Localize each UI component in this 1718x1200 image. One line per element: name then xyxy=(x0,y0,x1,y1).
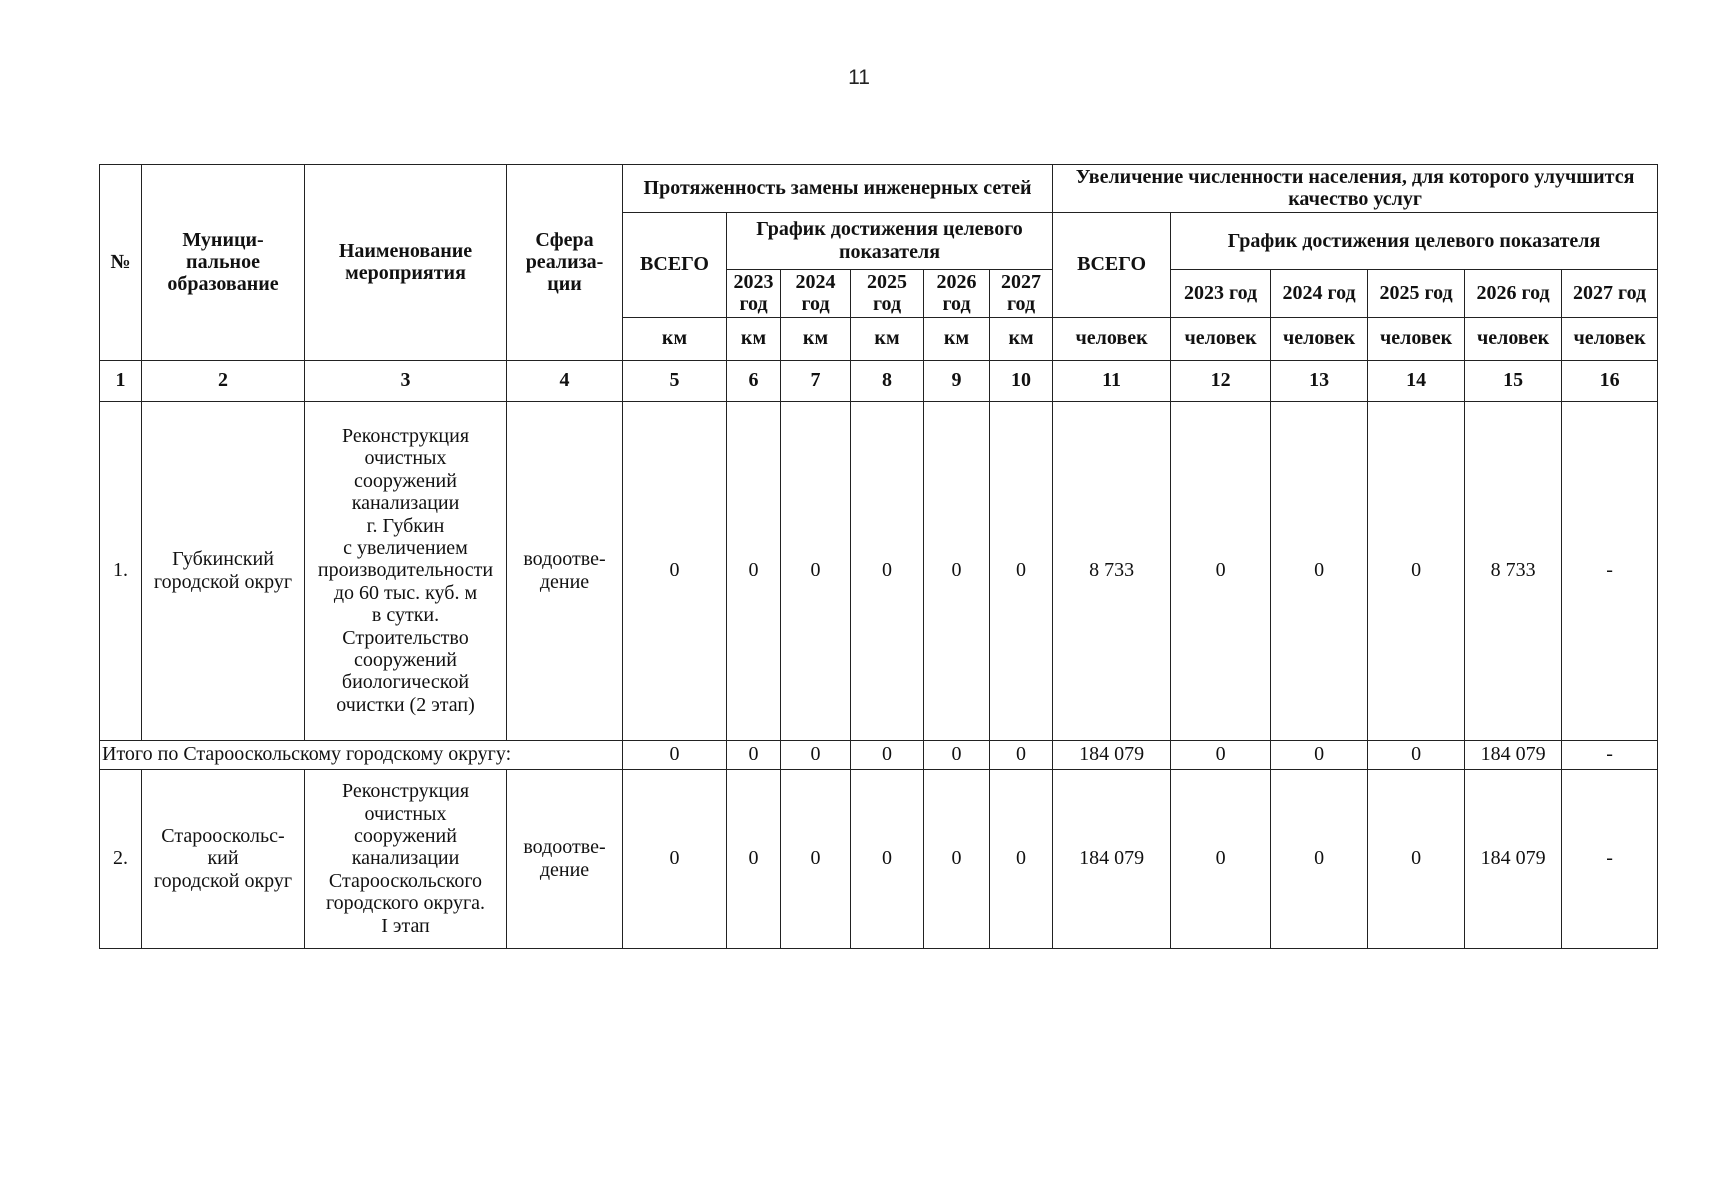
header-population-year: 2024 год xyxy=(1271,269,1368,317)
column-number: 10 xyxy=(990,360,1053,401)
unit-cell: человек xyxy=(1171,317,1271,360)
unit-cell: км xyxy=(851,317,924,360)
row-sphere: водоотве- дение xyxy=(507,769,623,948)
unit-cell: человек xyxy=(1465,317,1562,360)
value-cell: 0 xyxy=(623,769,727,948)
value-cell: 0 xyxy=(924,401,990,740)
row-number: 2. xyxy=(100,769,142,948)
header-networks-year: 2025 год xyxy=(851,269,924,317)
header-group-networks: Протяженность замены инженерных сетей xyxy=(623,165,1053,213)
total-row xyxy=(100,740,1658,769)
value-cell: 0 xyxy=(1271,401,1368,740)
page-number: 11 xyxy=(848,66,870,89)
header-no: № xyxy=(100,165,142,361)
value-cell: 0 xyxy=(851,401,924,740)
value-cell: - xyxy=(1562,769,1658,948)
column-number: 1 xyxy=(100,360,142,401)
unit-cell: км xyxy=(990,317,1053,360)
total-label: Итого по Старооскольскому городскому округу: xyxy=(100,740,623,769)
value-cell: 0 xyxy=(851,769,924,948)
unit-cell: км xyxy=(727,317,781,360)
row-municipality: Губкинский городской округ xyxy=(142,401,305,740)
total-value-cell: 184 079 xyxy=(1465,740,1562,769)
unit-cell: км xyxy=(623,317,727,360)
total-value-cell: 0 xyxy=(924,740,990,769)
column-number: 3 xyxy=(305,360,507,401)
value-cell: 0 xyxy=(781,769,851,948)
header-networks-schedule: График достижения целевого показателя xyxy=(727,212,1053,269)
total-value-cell: 0 xyxy=(1368,740,1465,769)
unit-cell: км xyxy=(781,317,851,360)
column-number: 13 xyxy=(1271,360,1368,401)
unit-cell: человек xyxy=(1368,317,1465,360)
unit-cell: км xyxy=(924,317,990,360)
total-value-cell: 184 079 xyxy=(1053,740,1171,769)
header-population-total: ВСЕГО xyxy=(1053,212,1171,317)
value-cell: 184 079 xyxy=(1053,769,1171,948)
header-population-year: 2025 год xyxy=(1368,269,1465,317)
unit-cell: человек xyxy=(1053,317,1171,360)
header-group-population: Увеличение численности населения, для которого улучшится качество услуг xyxy=(1053,165,1658,213)
header-sphere: Сфера реализа- ции xyxy=(507,165,623,361)
total-value-cell: 0 xyxy=(1171,740,1271,769)
total-value-cell: 0 xyxy=(851,740,924,769)
value-cell: 8 733 xyxy=(1465,401,1562,740)
value-cell: 0 xyxy=(727,769,781,948)
total-value-cell: 0 xyxy=(781,740,851,769)
unit-cell: человек xyxy=(1562,317,1658,360)
value-cell: 184 079 xyxy=(1465,769,1562,948)
header-population-schedule: График достижения целевого показателя xyxy=(1171,212,1658,269)
total-value-cell: 0 xyxy=(990,740,1053,769)
value-cell: 0 xyxy=(781,401,851,740)
column-number: 9 xyxy=(924,360,990,401)
header-event-name: Наименование мероприятия xyxy=(305,165,507,361)
column-number: 4 xyxy=(507,360,623,401)
value-cell: 0 xyxy=(990,401,1053,740)
value-cell: - xyxy=(1562,401,1658,740)
column-number: 12 xyxy=(1171,360,1271,401)
column-number: 15 xyxy=(1465,360,1562,401)
row-number: 1. xyxy=(100,401,142,740)
row-event: Реконструкция очистных сооружений канализации Старооскольского городского округа. I этап xyxy=(305,769,507,948)
table-row xyxy=(100,769,1658,948)
indicators-table xyxy=(99,164,1658,949)
header-population-year: 2023 год xyxy=(1171,269,1271,317)
total-value-cell: - xyxy=(1562,740,1658,769)
column-number: 7 xyxy=(781,360,851,401)
column-number: 2 xyxy=(142,360,305,401)
value-cell: 0 xyxy=(1368,769,1465,948)
row-municipality: Старооскольс- кий городской округ xyxy=(142,769,305,948)
value-cell: 0 xyxy=(924,769,990,948)
header-networks-year: 2024 год xyxy=(781,269,851,317)
row-sphere: водоотве- дение xyxy=(507,401,623,740)
header-municipality: Муници- пальное образование xyxy=(142,165,305,361)
table-row xyxy=(100,401,1658,740)
total-value-cell: 0 xyxy=(727,740,781,769)
total-value-cell: 0 xyxy=(1271,740,1368,769)
header-population-year: 2027 год xyxy=(1562,269,1658,317)
header-networks-year: 2023 год xyxy=(727,269,781,317)
header-population-year: 2026 год xyxy=(1465,269,1562,317)
column-number: 8 xyxy=(851,360,924,401)
total-value-cell: 0 xyxy=(623,740,727,769)
value-cell: 0 xyxy=(1171,769,1271,948)
column-number: 14 xyxy=(1368,360,1465,401)
value-cell: 0 xyxy=(990,769,1053,948)
row-event: Реконструкция очистных сооружений канализации г. Губкин с увеличением производительности до 60 тыс. куб. м в сутки. Строительство сооружений биологической очистки (2 этап) xyxy=(305,401,507,740)
unit-cell: человек xyxy=(1271,317,1368,360)
header-networks-year: 2026 год xyxy=(924,269,990,317)
column-number: 5 xyxy=(623,360,727,401)
value-cell: 0 xyxy=(1171,401,1271,740)
value-cell: 0 xyxy=(1271,769,1368,948)
value-cell: 0 xyxy=(727,401,781,740)
value-cell: 0 xyxy=(1368,401,1465,740)
header-networks-total: ВСЕГО xyxy=(623,212,727,317)
value-cell: 0 xyxy=(623,401,727,740)
column-number: 11 xyxy=(1053,360,1171,401)
value-cell: 8 733 xyxy=(1053,401,1171,740)
column-number: 16 xyxy=(1562,360,1658,401)
column-number: 6 xyxy=(727,360,781,401)
header-networks-year: 2027 год xyxy=(990,269,1053,317)
